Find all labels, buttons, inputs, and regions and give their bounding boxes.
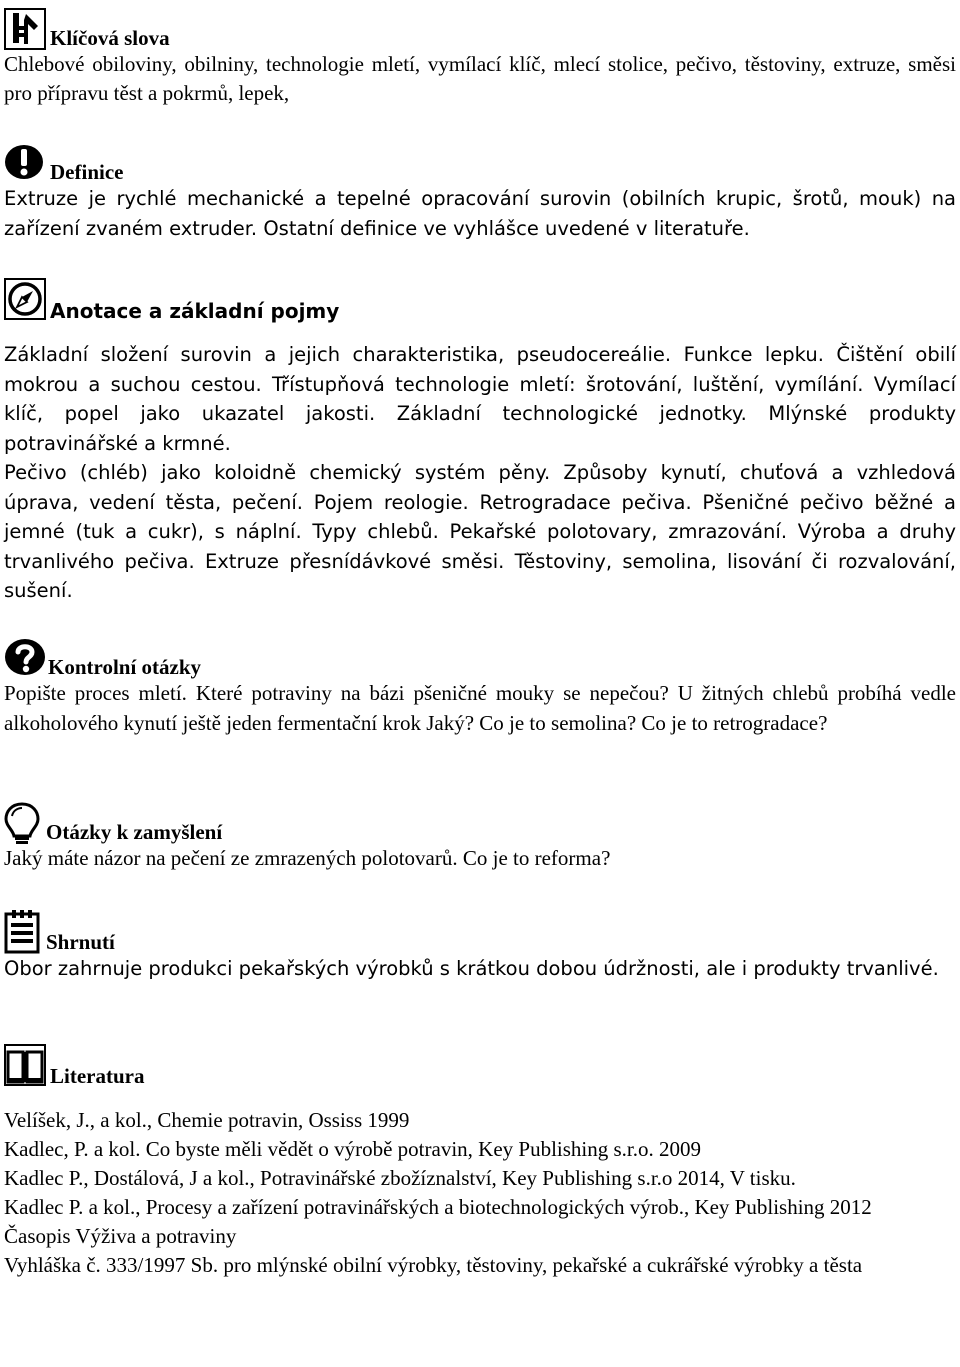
definition-heading <box>4 138 956 184</box>
reflection-section <box>4 796 956 874</box>
exclamation-icon <box>4 142 46 184</box>
keywords-title: Klíčová slova <box>50 26 170 50</box>
literature-section <box>4 1038 956 1280</box>
questions-text: Popište proces mletí. Které potraviny na bázi pšeničné mouky se nepečou? U žitných chlebů probíhá vedle alkoholového kynutí ještě jeden fermentační krok Jaký? Co je to semolina? Co je to retrogradace? <box>4 681 956 735</box>
notepad-icon <box>4 910 40 954</box>
reflection-heading <box>4 796 956 844</box>
literature-title: Literatura <box>50 1064 145 1088</box>
book-icon <box>4 1044 46 1086</box>
key-icon <box>4 8 46 50</box>
summary-heading <box>4 904 956 954</box>
literature-item: Velíšek, J., a kol., Chemie potravin, Ossiss 1999 <box>4 1108 410 1132</box>
question-icon <box>4 637 46 679</box>
questions-heading <box>4 632 956 679</box>
keywords-section <box>4 2 956 109</box>
literature-item: Kadlec P. a kol., Procesy a zařízení potravinářských a biotechnologických výrob., Key Publishing 2012 <box>4 1195 872 1219</box>
literature-item: Časopis Výživa a potraviny <box>4 1224 237 1248</box>
annotation-paragraph-1: Základní složení surovin a jejich charakteristika, pseudocereálie. Funkce lepku. Čištění obilí mokrou a suchou cestou. Třístupňová technologie mletí: šrotování, luštění, vymílání. Vymílací klíč, popel jako ukazatel jakosti. Základní technologické jednotky. Mlýnské produkty potravinářské a krmné. <box>4 343 956 455</box>
definition-title: Definice <box>50 160 124 184</box>
annotation-section <box>4 272 956 606</box>
definition-text: Extruze je rychlé mechanické a tepelné opracování surovin (obilních krupic, šrotů, mouk) na zařízení zvaném extruder. Ostatní definice ve vyhlášce uvedené v literatuře. <box>4 187 956 240</box>
reflection-text: Jaký máte názor na pečení ze zmrazených polotovarů. Co je to reforma? <box>4 846 611 870</box>
questions-section <box>4 632 956 738</box>
literature-item: Kadlec, P. a kol. Co byste měli vědět o výrobě potravin, Key Publishing s.r.o. 2009 <box>4 1137 701 1161</box>
reflection-title: Otázky k zamyšlení <box>46 820 223 844</box>
summary-title: Shrnutí <box>46 930 115 954</box>
questions-title: Kontrolní otázky <box>48 655 202 679</box>
annotation-paragraph-2: Pečivo (chléb) jako koloidně chemický systém pěny. Způsoby kynutí, chuťová a vzhledová úprava, vedení těsta, pečení. Pojem reologie. Retrogradace pečiva. Pšeničné pečivo běžné a jemné (tuk a cukr), s náplní. Typy chlebů. Pekařské polotovary, zmrazování. Výroba a druhy trvanlivého pečiva. Extruze přesnídávkové směsi. Těstoviny, semolina, lisování či rozvalování, sušení. <box>4 461 956 602</box>
keywords-heading <box>4 2 956 50</box>
summary-text: Obor zahrnuje produkci pekařských výrobků s krátkou dobou údržnosti, ale i produkty trvanlivé. <box>4 957 939 980</box>
annotation-heading <box>4 272 956 323</box>
definition-section <box>4 138 956 243</box>
lightbulb-icon <box>4 802 40 844</box>
literature-item: Kadlec P., Dostálová, J a kol., Potravinářské zbožíznalství, Key Publishing s.r.o 2014, V tisku. <box>4 1166 796 1190</box>
summary-section <box>4 904 956 984</box>
literature-heading <box>4 1038 956 1086</box>
literature-item: Vyhláška č. 333/1997 Sb. pro mlýnské obilní výrobky, těstoviny, pekařské a cukrářské výrobky a těsta <box>4 1253 863 1277</box>
compass-icon <box>4 278 46 320</box>
annotation-title: Anotace a základní pojmy <box>50 299 340 323</box>
keywords-text: Chlebové obiloviny, obilniny, technologie mletí, vymílací klíč, mlecí stolice, pečivo, těstoviny, extruze, směsi pro přípravu těst a pokrmů, lepek, <box>4 51 956 105</box>
